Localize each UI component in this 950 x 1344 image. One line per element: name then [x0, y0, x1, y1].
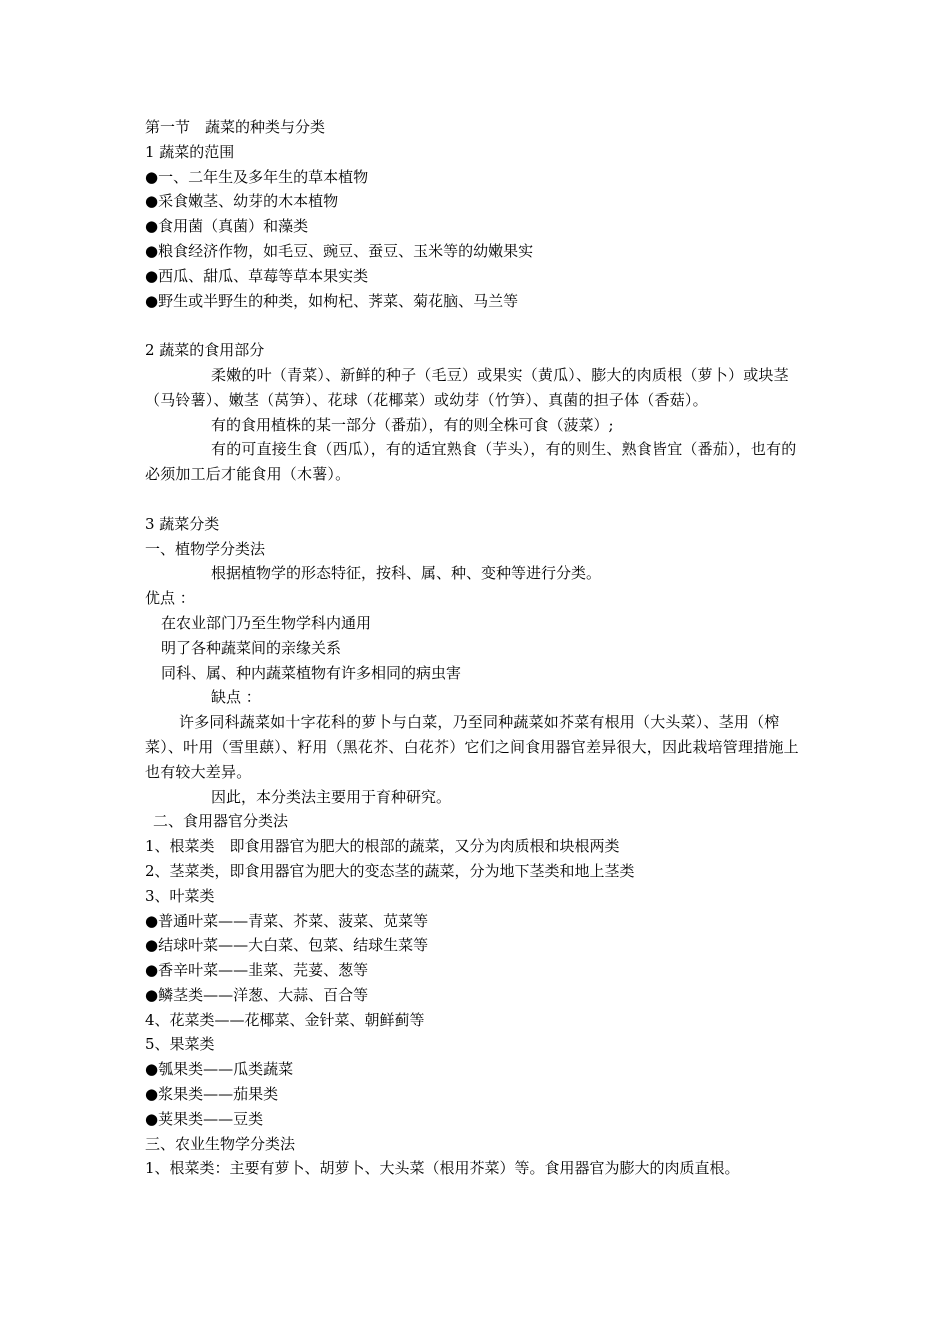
classification-heading: 3 蔬菜分类: [145, 514, 220, 533]
scope-item: ●食用菌（真菌）和藻类: [145, 217, 309, 236]
conclusion-text: 因此，本分类法主要用于育种研究。: [211, 787, 452, 806]
organ-method-title: 二、食用器官分类法: [153, 812, 289, 831]
organ-method-line: ●鳞茎类——洋葱、大蒜、百合等: [145, 985, 369, 1004]
scope-item: ●西瓜、甜瓜、草莓等草本果实类: [145, 266, 369, 285]
organ-method-line: 5、果菜类: [145, 1035, 215, 1054]
scope-item: ●一、二年生及多年生的草本植物: [145, 167, 369, 186]
organ-method-line: ●香辛叶菜——韭菜、芫荽、葱等: [145, 961, 369, 980]
scope-item: ●野生或半野生的种类，如枸杞、荠菜、菊花脑、马兰等: [145, 291, 519, 310]
cons-text: 许多同科蔬菜如十字花科的萝卜与白菜，乃至同种蔬菜如芥菜有根用（大头菜）、茎用（榨菜）、叶用（雪里蕻）、籽用（黑花芥、白花芥）它们之间食用器官差异很大，因此栽培管理措施上也有较大差异。: [145, 713, 799, 781]
edible-parts-paragraph: 有的食用植株的某一部分（番茄），有的则全株可食（菠菜）;: [211, 415, 614, 434]
scope-heading: 1 蔬菜的范围: [145, 142, 235, 161]
agro-method-title: 三、农业生物学分类法: [145, 1134, 296, 1153]
organ-method-line: 3、叶菜类: [145, 886, 215, 905]
edible-parts-paragraph: 有的可直接生食（西瓜），有的适宜熟食（芋头），有的则生、熟食皆宜（番茄），也有的必须加工后才能食用（木薯）。: [145, 440, 797, 484]
pros-label: 优点 ：: [145, 589, 195, 608]
organ-method-line: ●结球叶菜——大白菜、包菜、结球生菜等: [145, 936, 429, 955]
organ-method-line: ●浆果类——茄果类: [145, 1085, 279, 1104]
agro-method-line: 1、根菜类：主要有萝卜、胡萝卜、大头菜（根用芥菜）等。食用器官为膨大的肉质直根。: [145, 1159, 740, 1178]
edible-parts-paragraph: 柔嫩的叶（青菜）、新鲜的种子（毛豆）或果实（黄瓜）、膨大的肉质根（萝卜）或块茎（马铃薯）、嫩茎（莴笋）、花球（花椰菜）或幼芽（竹笋）、真菌的担子体（香菇）。: [145, 365, 789, 409]
organ-method-line: ●荚果类——豆类: [145, 1109, 264, 1128]
botanical-method-title: 一、植物学分类法: [145, 539, 266, 558]
botanical-method-desc: 根据植物学的形态特征，按科、属、种、变种等进行分类。: [211, 564, 602, 583]
pros-item: 明了各种蔬菜间的亲缘关系: [161, 638, 342, 657]
section-title: 第一节 蔬菜的种类与分类: [145, 118, 326, 136]
document-page: [145, 115, 810, 1181]
organ-method-line: ●普通叶菜——青菜、芥菜、菠菜、苋菜等: [145, 911, 429, 930]
blank-line: [145, 487, 810, 512]
organ-method-line: 1、根菜类 即食用器官为肥大的根部的蔬菜，又分为肉质根和块根两类: [145, 837, 620, 856]
edible-parts-heading: 2 蔬菜的食用部分: [145, 341, 265, 360]
scope-item: ●采食嫩茎、幼芽的木本植物: [145, 192, 339, 211]
pros-item: 同科、属、种内蔬菜植物有许多相同的病虫害: [161, 663, 462, 682]
organ-method-line: 2、茎菜类，即食用器官为肥大的变态茎的蔬菜，分为地下茎类和地上茎类: [145, 861, 635, 880]
blank-line: [145, 313, 810, 338]
scope-item: ●粮食经济作物，如毛豆、豌豆、蚕豆、玉米等的幼嫩果实: [145, 241, 534, 260]
pros-item: 在农业部门乃至生物学科内通用: [161, 613, 372, 632]
organ-method-line: 4、花菜类——花椰菜、金针菜、朝鲜蓟等: [145, 1010, 425, 1029]
organ-method-line: ●瓠果类——瓜类蔬菜: [145, 1060, 294, 1079]
cons-label: 缺点 ：: [211, 688, 261, 707]
